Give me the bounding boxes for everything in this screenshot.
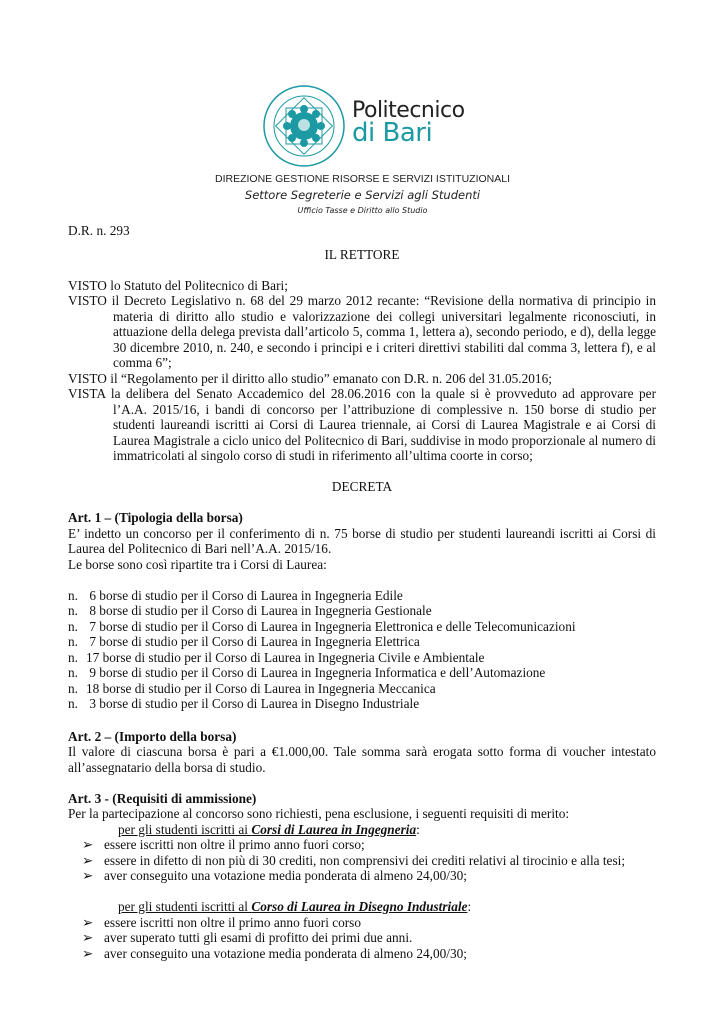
requirement-item: ➢ essere iscritti non oltre il primo anno fuori corso bbox=[82, 914, 362, 930]
art2-text: Il valore di ciascuna borsa è pari a €1.000,00. Tale somma sarà erogata sotto forma di voucher intestato all’assegnatario della borsa di studio. bbox=[68, 744, 656, 775]
list-item: n. 17 borse di studio per il Corso di Laurea in Ingegneria Civile e Ambientale bbox=[68, 649, 485, 665]
brand-wordmark bbox=[352, 98, 465, 148]
direzione-heading: DIREZIONE GESTIONE RISORSE E SERVIZI ISTITUZIONALI bbox=[214, 173, 511, 185]
art3-heading: Art. 3 - (Requisiti di ammissione) bbox=[68, 790, 257, 806]
ufficio-heading: Ufficio Tasse e Diritto allo Studio bbox=[297, 206, 428, 215]
decree-body bbox=[68, 223, 656, 961]
art2-heading: Art. 2 – (Importo della borsa) bbox=[68, 728, 237, 744]
list-item: n. 3 borse di studio per il Corso di Laurea in Disegno Industriale bbox=[68, 696, 420, 711]
arrow-bullet-icon: ➢ bbox=[82, 914, 94, 930]
requirement-item: ➢ essere in difetto di non più di 30 crediti, non comprensivi dei crediti relativi al tirocinio e alla tesi; bbox=[82, 852, 626, 868]
requirement-item: ➢ aver conseguito una votazione media ponderata di almeno 24,00/30; bbox=[82, 868, 467, 883]
requirement-item: ➢ aver conseguito una votazione media ponderata di almeno 24,00/30; bbox=[82, 945, 467, 961]
art1-text: E’ indetto un concorso per il conferimento di n. 75 borse di studio per studenti laureandi iscritti ai Corsi di Laurea del Politecnico di Bari nell’A.A. 2015/16. bbox=[68, 525, 656, 556]
arrow-bullet-icon: ➢ bbox=[82, 930, 94, 945]
art3-text: Per la partecipazione al concorso sono richiesti, pena esclusione, i seguenti requisiti di merito: bbox=[68, 806, 570, 821]
group1-heading: per gli studenti iscritti ai Corsi di Laurea in Ingegneria: bbox=[118, 821, 420, 837]
arrow-bullet-icon: ➢ bbox=[82, 852, 94, 868]
brand-line1: Politecnico bbox=[352, 98, 465, 123]
list-item: n. 7 borse di studio per il Corso di Laurea in Ingegneria Elettrica bbox=[68, 634, 420, 649]
premise: VISTA la delibera del Senato Accademico del 28.06.2016 con la quale si è provveduto ad approvare per l’A.A. 2015/16, i bandi di concorso per l’attribuzione di complessive n. 150 borse di studio per studenti laureandi iscritti ai Corsi di Laurea triennale, ai Corsi di Laurea Magistrale e ai Corsi di Laurea Magistrale a ciclo unico del Politecnico di Bari, suddivise in modo proporzionale al numero di immatricolati al singolo corso di studi in riferimento all’ultima coorte in corso; bbox=[68, 386, 656, 463]
decree-title: IL RETTORE bbox=[324, 246, 400, 262]
premise: VISTO il Decreto Legislativo n. 68 del 29 marzo 2012 recante: “Revisione della normativa di principio in materia di diritto allo studio e valorizzazione dei collegi universitari legalmente riconosciuti, in attuazione della delega prevista dall’articolo 5, comma 1, lettera a), secondo periodo, e d), della legge 30 dicembre 2010, n. 240, e secondo i principi e i criteri direttivi stabiliti dal comma 3, lettera f), e al comma 6”; bbox=[68, 293, 656, 370]
scholarship-list bbox=[68, 588, 656, 712]
arrow-bullet-icon: ➢ bbox=[82, 945, 94, 961]
list-item: n. 7 borse di studio per il Corso di Laurea in Ingegneria Elettronica e delle Telecomunicazioni bbox=[68, 618, 576, 634]
requirement-item: ➢ aver superato tutti gli esami di profitto dei primi due anni. bbox=[82, 930, 413, 945]
list-item: n. 6 borse di studio per il Corso di Laurea in Ingegneria Edile bbox=[68, 587, 403, 603]
art1-heading: Art. 1 – (Tipologia della borsa) bbox=[68, 510, 243, 525]
arrow-bullet-icon: ➢ bbox=[82, 868, 94, 883]
politecnico-seal-logo bbox=[262, 84, 346, 168]
arrow-bullet-icon: ➢ bbox=[82, 837, 94, 852]
premise: VISTO il “Regolamento per il diritto allo studio” emanato con D.R. n. 206 del 31.05.2016; bbox=[68, 370, 552, 386]
brand-line2: di Bari bbox=[352, 118, 433, 148]
list-item: n. 9 borse di studio per il Corso di Laurea in Ingegneria Informatica e dell’Automazione bbox=[68, 665, 546, 680]
premise: VISTO lo Statuto del Politecnico di Bari; bbox=[68, 277, 288, 293]
decreta-heading: DECRETA bbox=[331, 479, 393, 494]
list-item: n. 8 borse di studio per il Corso di Laurea in Ingegneria Gestionale bbox=[68, 603, 432, 618]
settore-heading: Settore Segreterie e Servizi agli Studenti bbox=[244, 188, 481, 202]
list-item: n. 18 borse di studio per il Corso di Laurea in Ingegneria Meccanica bbox=[68, 680, 436, 696]
art1-text2: Le borse sono così ripartite tra i Corsi di Laurea: bbox=[68, 556, 327, 572]
requirement-item: ➢ essere iscritti non oltre il primo anno fuori corso; bbox=[82, 837, 365, 852]
dr-number: D.R. n. 293 bbox=[68, 223, 130, 238]
group2-heading: per gli studenti iscritti al Corso di Laurea in Disegno Industriale: bbox=[118, 899, 472, 914]
